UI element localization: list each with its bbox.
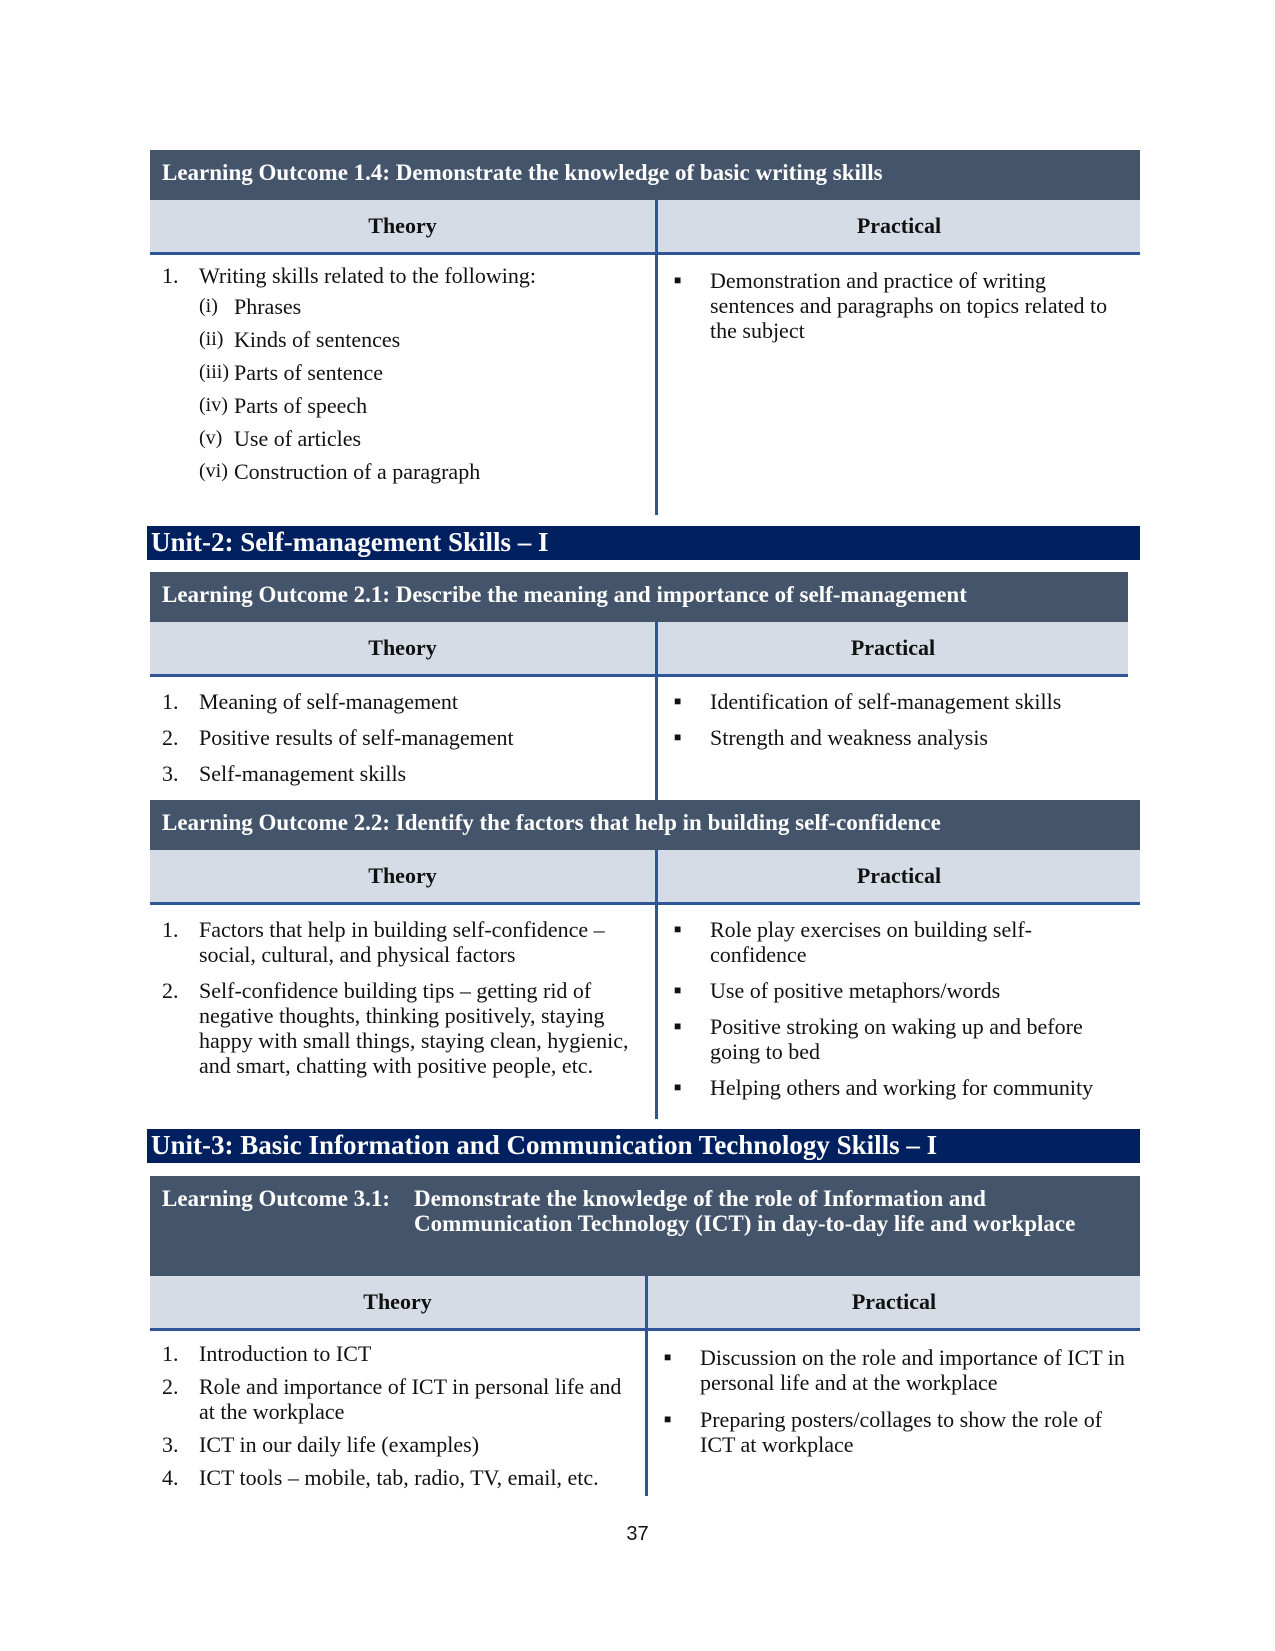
lo-2-1-table	[150, 572, 1128, 801]
bullet-item	[672, 725, 1116, 750]
bullet-text: Helping others and working for community	[710, 1075, 1094, 1100]
item-number: 2.	[162, 725, 179, 750]
bullet-text: Discussion on the role and importance of ICT in personal life and at the workplace	[700, 1345, 1125, 1395]
sub-item	[199, 393, 645, 418]
bullet-item	[672, 917, 1128, 967]
item-text: Meaning of self-management	[199, 689, 459, 714]
bullet-item	[672, 978, 1128, 1003]
bullet-item	[662, 1345, 1128, 1395]
square-bullet-icon: ■	[674, 1080, 682, 1094]
bullet-item	[672, 1075, 1128, 1100]
practical-header: Practical	[850, 635, 936, 660]
lo-2-1-title: Learning Outcome 2.1: Describe the meaning and importance of self-management	[150, 572, 1128, 622]
sub-item	[199, 294, 645, 319]
lo-1-4-body	[150, 255, 1140, 515]
practical-header: Practical	[856, 213, 942, 238]
list-item	[162, 725, 645, 750]
page-number: 37	[626, 1523, 649, 1545]
item-number: 1.	[162, 917, 179, 942]
item-number: 4.	[162, 1465, 179, 1490]
practical-header: Practical	[856, 863, 942, 888]
lo-2-2-table	[150, 800, 1140, 1119]
list-item	[162, 1432, 635, 1457]
roman-numeral: (iv)	[199, 394, 228, 416]
square-bullet-icon: ■	[664, 1350, 672, 1364]
item-text: Self-confidence building tips – getting rid of negative thoughts, thinking positively, staying happy with small things, staying clean, hygienic, and smart, chatting with positive people, etc.	[199, 978, 629, 1078]
list-item	[162, 1341, 635, 1366]
practical-cell	[658, 905, 1140, 1119]
item-number: 1.	[162, 263, 179, 288]
sub-item-text: Construction of a paragraph	[234, 459, 481, 484]
item-number: 3.	[162, 1432, 179, 1457]
roman-numeral: (i)	[199, 295, 218, 317]
item-text: Role and importance of ICT in personal life and at the workplace	[199, 1374, 622, 1424]
lo-3-1-column-headers	[150, 1276, 1140, 1331]
sub-item	[199, 459, 645, 484]
item-number: 2.	[162, 978, 179, 1003]
theory-cell	[150, 677, 658, 801]
theory-cell	[150, 905, 658, 1119]
lo-3-1-body	[150, 1331, 1140, 1496]
bullet-text: Strength and weakness analysis	[710, 725, 988, 750]
square-bullet-icon: ■	[674, 694, 682, 708]
unit-3-heading: Unit-3: Basic Information and Communication Technology Skills – I	[147, 1129, 1140, 1163]
lo-1-4-title: Learning Outcome 1.4: Demonstrate the knowledge of basic writing skills	[150, 150, 1140, 200]
theory-header: Theory	[150, 850, 658, 902]
item-text: ICT in our daily life (examples)	[199, 1432, 480, 1457]
theory-header: Theory	[150, 1276, 648, 1328]
list-item	[162, 263, 645, 492]
list-item	[162, 978, 645, 1078]
practical-cell	[648, 1331, 1140, 1496]
roman-numeral: (v)	[199, 427, 223, 449]
list-item	[162, 689, 645, 714]
sub-item-text: Use of articles	[234, 426, 362, 451]
sub-item-text: Parts of speech	[234, 393, 368, 418]
sub-item-text: Kinds of sentences	[234, 327, 401, 352]
sub-list	[199, 294, 645, 484]
theory-cell	[150, 1331, 648, 1496]
unit-2-heading: Unit-2: Self-management Skills – I	[147, 526, 1140, 560]
item-text: Self-management skills	[199, 761, 407, 786]
bullet-item	[662, 1407, 1128, 1457]
sub-item-text: Parts of sentence	[234, 360, 384, 385]
sub-item	[199, 360, 645, 385]
sub-item	[199, 327, 645, 352]
item-number: 2.	[162, 1374, 179, 1399]
bullet-item	[672, 689, 1116, 714]
lo-2-2-column-headers	[150, 850, 1140, 905]
lo-3-1-title-prefix: Learning Outcome 3.1:	[162, 1186, 391, 1211]
sub-item-text: Phrases	[234, 294, 302, 319]
lo-1-4-table	[150, 150, 1140, 515]
item-text: Writing skills related to the following:	[199, 263, 537, 288]
bullet-text: Use of positive metaphors/words	[710, 978, 1001, 1003]
square-bullet-icon: ■	[674, 922, 682, 936]
lo-3-1-table	[150, 1176, 1140, 1496]
sub-item	[199, 426, 645, 451]
item-number: 1.	[162, 1341, 179, 1366]
lo-2-2-title: Learning Outcome 2.2: Identify the factors that help in building self-confidence	[150, 800, 1140, 850]
bullet-item	[672, 268, 1128, 343]
item-number: 1.	[162, 689, 179, 714]
item-text: Introduction to ICT	[199, 1341, 372, 1366]
bullet-item	[672, 1014, 1128, 1064]
bullet-text: Identification of self-management skills	[710, 689, 1062, 714]
item-text: Positive results of self-management	[199, 725, 514, 750]
lo-3-1-title	[150, 1176, 1140, 1276]
bullet-text: Role play exercises on building self-confidence	[710, 917, 1032, 967]
item-number: 3.	[162, 761, 179, 786]
roman-numeral: (ii)	[199, 328, 224, 350]
list-item	[162, 761, 645, 786]
practical-cell	[658, 677, 1128, 801]
bullet-text: Demonstration and practice of writing sentences and paragraphs on topics related to the subject	[710, 268, 1108, 343]
list-item	[162, 1374, 635, 1424]
lo-1-4-column-headers	[150, 200, 1140, 255]
square-bullet-icon: ■	[674, 983, 682, 997]
item-text: ICT tools – mobile, tab, radio, TV, email, etc.	[199, 1465, 599, 1490]
lo-2-1-body	[150, 677, 1128, 801]
practical-header: Practical	[851, 1289, 937, 1314]
theory-header: Theory	[150, 622, 658, 674]
square-bullet-icon: ■	[674, 273, 682, 287]
practical-cell	[658, 255, 1140, 515]
roman-numeral: (iii)	[199, 361, 229, 383]
roman-numeral: (vi)	[199, 460, 228, 482]
square-bullet-icon: ■	[674, 1019, 682, 1033]
bullet-text: Positive stroking on waking up and before going to bed	[710, 1014, 1083, 1064]
lo-3-1-title-description: Demonstrate the knowledge of the role of Information and Communication Technology (ICT) in day-to-day life and workplace	[414, 1186, 1076, 1236]
item-text: Factors that help in building self-confidence – social, cultural, and physical factors	[199, 917, 605, 967]
lo-2-1-column-headers	[150, 622, 1128, 677]
theory-header: Theory	[150, 200, 658, 252]
theory-cell	[150, 255, 658, 515]
square-bullet-icon: ■	[674, 730, 682, 744]
square-bullet-icon: ■	[664, 1412, 672, 1426]
lo-2-2-body	[150, 905, 1140, 1119]
list-item	[162, 917, 645, 967]
list-item	[162, 1465, 635, 1490]
bullet-text: Preparing posters/collages to show the role of ICT at workplace	[700, 1407, 1103, 1457]
